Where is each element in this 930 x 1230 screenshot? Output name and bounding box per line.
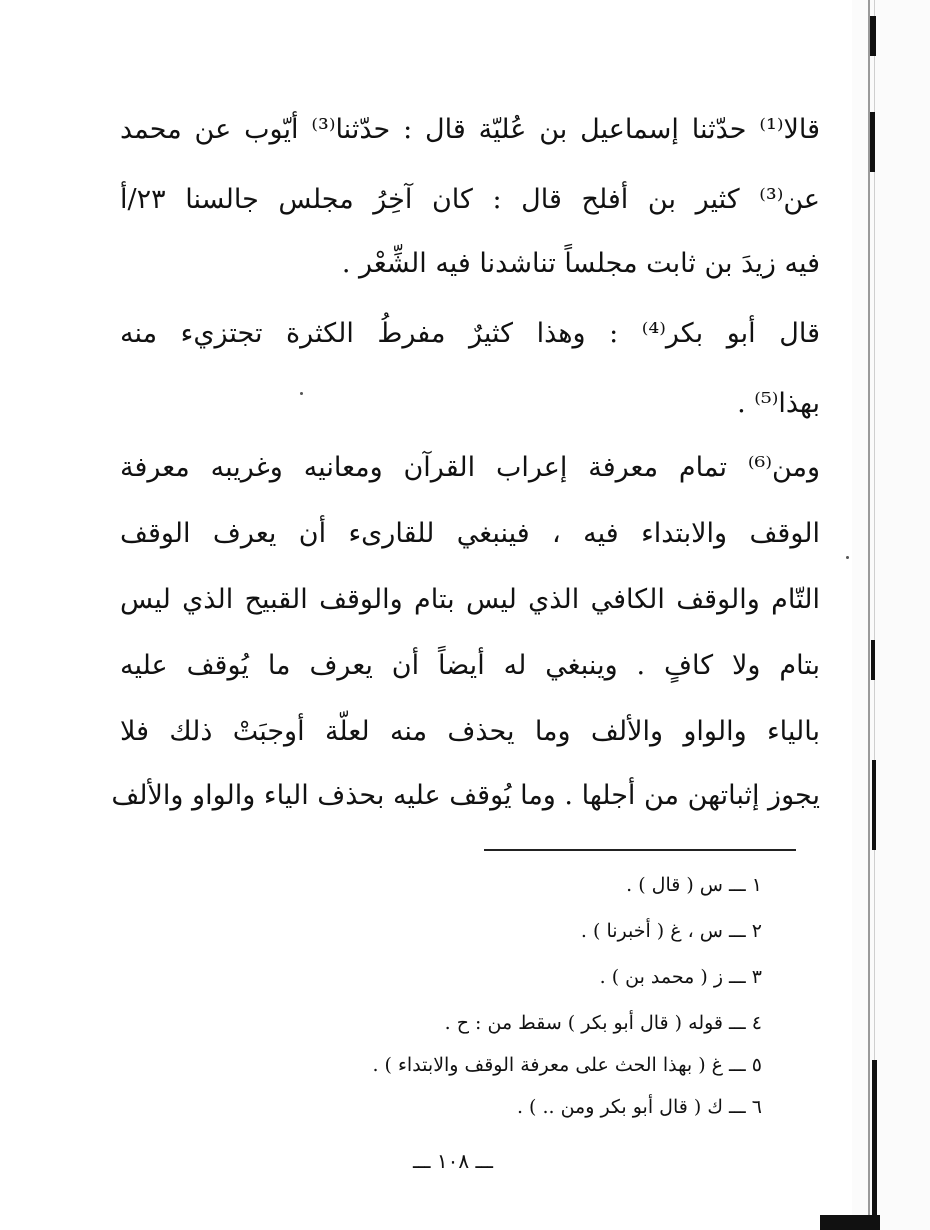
main-text	[111, 0, 820, 840]
binding-mark	[872, 1060, 877, 1230]
footnote-3: ٣ ـــ ز ( محمد بن ) .	[599, 966, 762, 988]
text-line: بتام ولا كافٍ . وينبغي له أيضاً أن يعرف ما يُوقف عليه	[120, 650, 820, 681]
binding-mark	[870, 112, 875, 172]
text-line: يجوز إثباتهن من أجلها . وما يُوقف عليه بحذف الياء والواو والألف	[111, 780, 820, 811]
book-binding-edge	[852, 0, 930, 1230]
binding-mark	[820, 1215, 880, 1230]
binding-mark	[870, 16, 876, 56]
footnote-6: ٦ ـــ ك ( قال أبو بكر ومن .. ) .	[516, 1096, 762, 1118]
binding-shadow-line	[868, 0, 870, 1230]
scan-speck	[300, 392, 303, 395]
footnote-5: ٥ ـــ غ ( بهذا الحث على معرفة الوقف والابتداء ) .	[372, 1054, 762, 1076]
text-line: ومن⁽⁶⁾ تمام معرفة إعراب القرآن ومعانيه وغريبه معرفة	[120, 452, 820, 483]
footnote-2: ٢ ـــ س ، غ ( أخبرنا ) .	[580, 920, 762, 942]
text-line: بهذا⁽⁵⁾ .	[737, 388, 820, 419]
scan-speck	[846, 556, 849, 559]
page-number: ـــ ١٠٨ ـــ	[412, 1149, 494, 1173]
text-line: عن⁽³⁾ كثير بن أفلح قال : كان آخِرُ مجلس جالسنا ٢٣/أ	[120, 184, 820, 215]
footnote-4: ٤ ـــ قوله ( قال أبو بكر ) سقط من : ح .	[444, 1012, 762, 1034]
text-line: التّام والوقف الكافي الذي ليس بتام والوقف القبيح الذي ليس	[120, 584, 820, 615]
binding-mark	[872, 760, 876, 850]
binding-mark	[871, 640, 875, 680]
text-line: فيه زيدَ بن ثابت مجلساً تناشدنا فيه الشِّعْر .	[341, 248, 820, 279]
text-line: قال أبو بكر⁽⁴⁾ : وهذا كثيرٌ مفرطُ الكثرة تجتزيء منه	[120, 318, 820, 349]
binding-shadow-line	[874, 0, 875, 1230]
text-line: قالا⁽¹⁾ حدّثنا إسماعيل بن عُليّة قال : حدّثنا⁽³⁾ أيّوب عن محمد	[120, 114, 820, 145]
footnote-1: ١ ـــ س ( قال ) .	[626, 874, 762, 896]
text-line: الوقف والابتداء فيه ، فينبغي للقارىء أن يعرف الوقف	[120, 518, 820, 549]
footnote-separator	[484, 849, 796, 851]
text-line: بالياء والواو والألف وما يحذف منه لعلّة أوجبَتْ ذلك فلا	[120, 716, 820, 747]
